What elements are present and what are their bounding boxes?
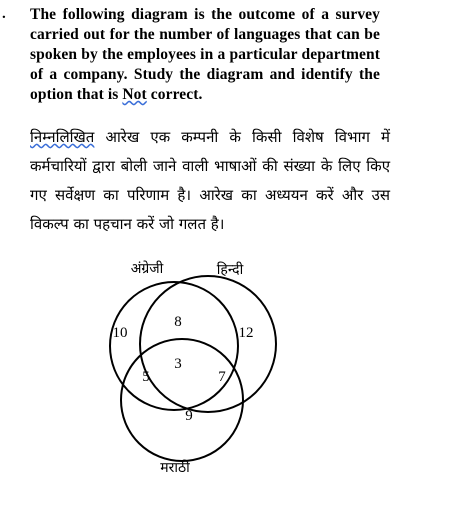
- region-hindi-marathi: 7: [218, 369, 226, 385]
- marathi-label: मराठी: [160, 460, 190, 476]
- question-text-not: Not: [122, 86, 147, 103]
- question-text-english-part2: correct.: [146, 86, 203, 103]
- region-english-only: 10: [112, 325, 128, 341]
- english-circle: [110, 282, 238, 410]
- region-english-hindi: 8: [174, 314, 182, 330]
- question-text-hindi-first-word: निम्नलिखित: [30, 128, 95, 146]
- region-all-three: 3: [174, 356, 182, 372]
- region-hindi-only: 12: [238, 325, 254, 341]
- english-label: अंग्रेजी: [130, 261, 164, 277]
- question-text-hindi-rest: आरेख एक कम्पनी के किसी विशेष विभाग में कर्मचारियों द्वारा बोली जाने वाली भाषाओं की संख्या के लिए किए गए सर्वेक्षण का परिणाम है। आरेख का अध्ययन करें और उस विकल्प का पहचान करें जो गलत है।: [30, 128, 390, 233]
- region-marathi-only: 9: [185, 408, 193, 424]
- question-text-english-part1: The following diagram is the outcome of a survey carried out for the number of languages that can be spoken by the employees in a particular department of a company. Study the diagram and identify the option that is: [30, 6, 380, 103]
- region-english-marathi: 5: [142, 369, 150, 385]
- hindi-label: हिन्दी: [216, 262, 244, 278]
- question-number: .: [2, 6, 6, 22]
